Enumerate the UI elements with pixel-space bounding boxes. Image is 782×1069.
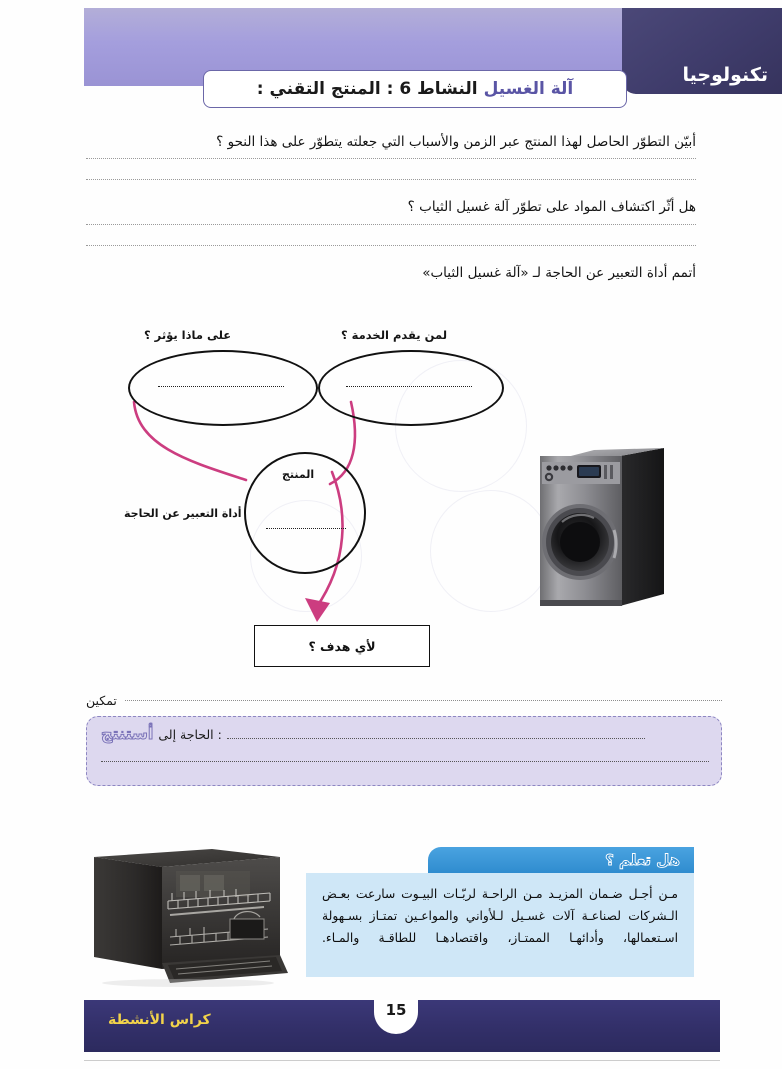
diagram-product-label: المنتج	[282, 468, 315, 481]
activity-title-plate	[203, 70, 627, 108]
diagram-goal-box[interactable]	[254, 625, 430, 667]
questions-section	[86, 132, 696, 289]
tamkin-label: تمكين	[86, 693, 117, 708]
diagram-label-influences: على ماذا يؤثر ؟	[144, 328, 232, 342]
diagram-goal-label: لأي هدف ؟	[308, 638, 376, 654]
conclusion-answer-line[interactable]	[101, 761, 709, 762]
answer-line[interactable]	[86, 245, 696, 246]
question-1-text: أبيّن التطوّر الحاصل لهذا المنتج عبر الزمن والأسباب التي جعلته يتطوّر على هذا النحو ؟	[216, 134, 696, 150]
footer-book-label: كراس الأنشطة	[108, 1012, 211, 1028]
conclusion-box	[86, 716, 722, 786]
answer-line[interactable]	[86, 158, 696, 159]
page-number: 15	[385, 1001, 407, 1019]
question-2-text: هل أثّر اكتشاف المواد على تطوّر آلة غسيل الثياب ؟	[407, 199, 696, 216]
need-expression-diagram	[86, 322, 566, 672]
activity-title-main: النشاط 6 : المنتج التقني :	[256, 79, 478, 99]
conclusion-subtext: : الحاجة إلى	[158, 727, 222, 742]
dishwasher-photo	[84, 845, 292, 987]
did-you-know-body	[306, 873, 694, 977]
diagram-ellipse-influences-input[interactable]	[158, 386, 284, 387]
diagram-ellipse-service-recipient[interactable]	[318, 350, 504, 426]
did-you-know-tab	[428, 847, 694, 873]
subject-tab	[622, 8, 782, 94]
conclusion-answer-line[interactable]	[227, 738, 645, 739]
activity-title-accent: آلة الغسيل	[483, 79, 574, 99]
diagram-ellipse-service-recipient-input[interactable]	[346, 386, 472, 387]
answer-line[interactable]	[86, 179, 696, 180]
conclusion-heading	[101, 724, 709, 743]
diagram-circle-product-input[interactable]	[266, 528, 346, 529]
diagram-ellipse-influences[interactable]	[128, 350, 318, 426]
diagram-label-service-recipient: لمن يقدم الخدمة ؟	[341, 328, 448, 342]
did-you-know-text: مـن أجـل ضـمان المزيـد مـن الراحـة لربّـات البيـوت سارعت بعـض الـشركات لصناعـة آلات غسـيل لـلأواني والمواعـين تمتـاز بسـهولة اسـتعمالها، وأدائهـا الممتـاز، واقتصادهـا للطاقـة والمـاء.	[322, 887, 678, 945]
question-3-text: أتمم أداة التعبير عن الحاجة لـ «آلة غسيل الثياب»	[422, 264, 696, 281]
tamkin-answer-line[interactable]	[125, 700, 722, 701]
did-you-know-tab-label: هل تعلم ؟	[605, 851, 680, 869]
conclusion-word: أستنتج	[101, 724, 154, 743]
tamkin-row	[86, 693, 722, 708]
diagram-side-label: أداة التعبير عن الحاجة	[124, 507, 242, 520]
answer-line[interactable]	[86, 224, 696, 225]
bottom-rule	[84, 1060, 720, 1061]
subject-tab-label: تكنولوجيا	[682, 64, 768, 86]
washing-machine-photo	[532, 434, 670, 614]
